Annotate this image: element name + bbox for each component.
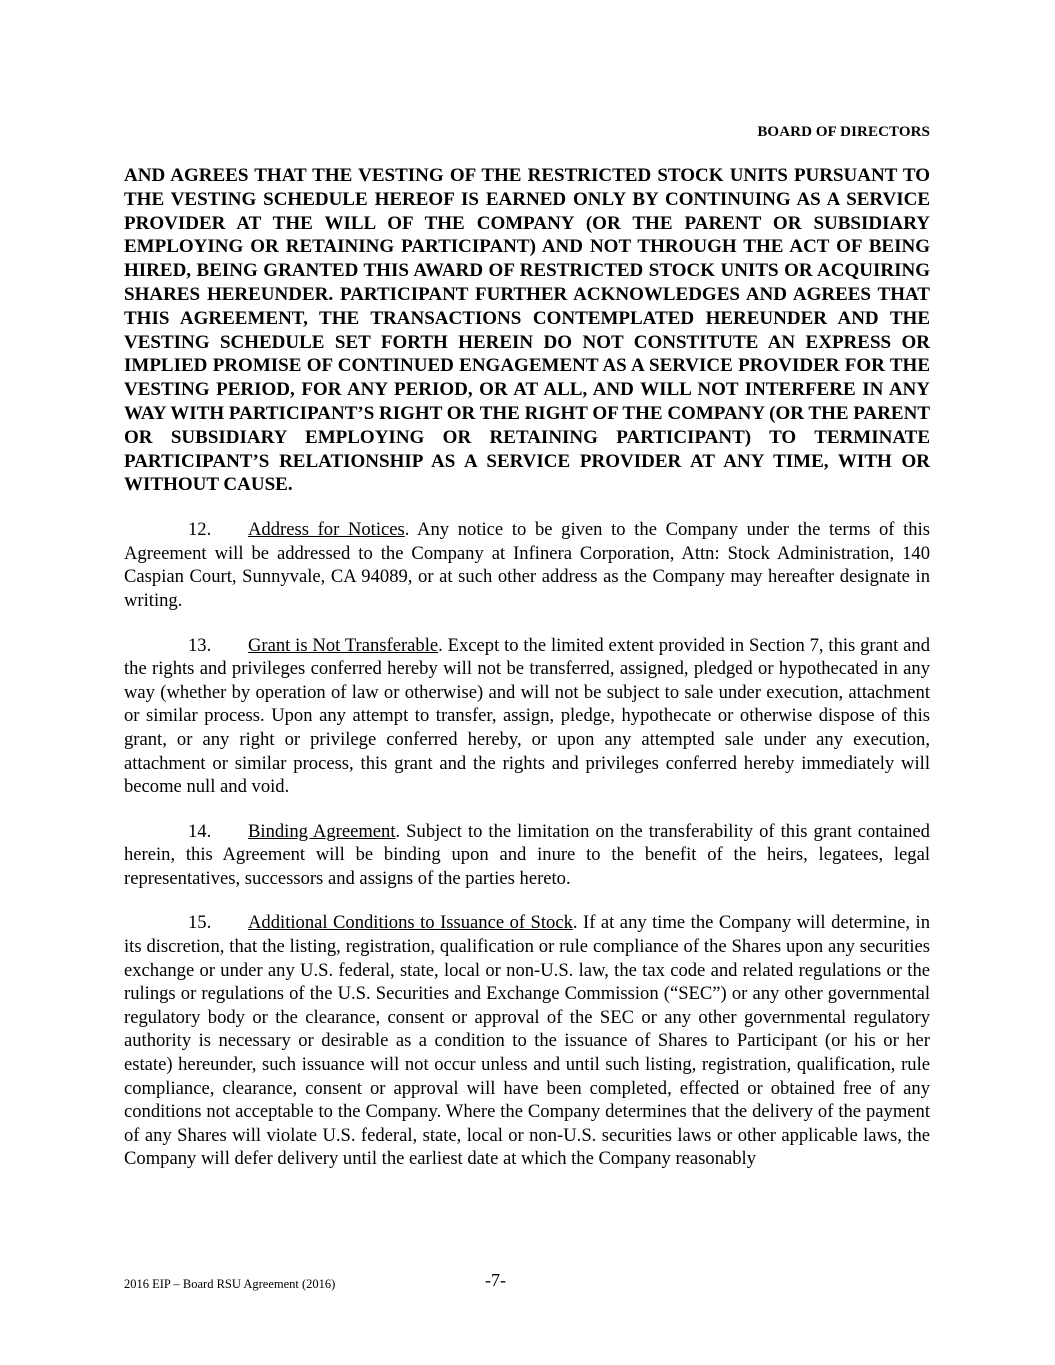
section-number: 14. bbox=[188, 820, 212, 842]
section-12 bbox=[124, 518, 930, 612]
document-body bbox=[124, 164, 930, 1171]
section-text: . Except to the limited extent provided in Section 7, this grant and the rights and privileges conferred hereby will not be transferred, assigned, pledged or hypothecated in any way (whether by operation of law or otherwise) and will not be subject to sale under execution, attachment or similar process. Upon any attempt to transfer, assign, pledge, hypothecate or otherwise dispose of this grant, or any right or privilege conferred hereby, or upon any attempted sale under any execution, attachment or similar process, this grant and the rights and privileges conferred hereby immediately will become null and void. bbox=[124, 634, 931, 798]
section-number: 12. bbox=[188, 519, 212, 541]
section-text: . If at any time the Company will determine, in its discretion, that the listing, registration, qualification or rule compliance of the Shares upon any securities exchange or under any U.S. federal, state, local or non-U.S. law, the tax code and related regulations or the rulings or regulations of the U.S. Securities and Exchange Commission (“SEC”) or any other governmental regulatory body or the clearance, consent or approval of the SEC or any other governmental regulatory authority is necessary or desirable as a condition to the issuance of Shares to Participant (or his or her estate) hereunder, such issuance will not occur unless and until such listing, registration, qualification, rule compliance, clearance, consent or approval will have been completed, effected or obtained free of any conditions not acceptable to the Company. Where the Company determines that the delivery of the payment of any Shares will violate U.S. federal, state, local or non-U.S. securities laws or other applicable laws, the Company will defer delivery until the earliest date at which the Company reasonably bbox=[124, 912, 931, 1170]
section-heading: Additional Conditions to Issuance of Stock bbox=[248, 912, 573, 934]
section-text: . Any notice to be given to the Company under the terms of this Agreement will be addressed to the Company at Infinera Corporation, Attn: Stock Administration, 140 Caspian Court, Sunnyvale, CA 94089, or at such other address as the Company may hereafter designate in writing. bbox=[124, 519, 930, 611]
section-heading: Grant is Not Transferable bbox=[248, 634, 439, 656]
caps-paragraph: AND AGREES THAT THE VESTING OF THE RESTRICTED STOCK UNITS PURSUANT TO THE VESTING SCHEDULE HEREOF IS EARNED ONLY BY CONTINUING AS A SERVICE PROVIDER AT THE WILL OF THE COMPANY (OR THE PARENT OR SUBSIDIARY EMPLOYING OR RETAINING PARTICIPANT) AND NOT THROUGH THE ACT OF BEING HIRED, BEING GRANTED THIS AWARD OF RESTRICTED STOCK UNITS OR ACQUIRING SHARES HEREUNDER. PARTICIPANT FURTHER ACKNOWLEDGES AND AGREES THAT THIS AGREEMENT, THE TRANSACTIONS CONTEMPLATED HEREUNDER AND THE VESTING SCHEDULE SET FORTH HEREIN DO NOT CONSTITUTE AN EXPRESS OR IMPLIED PROMISE OF CONTINUED ENGAGEMENT AS A SERVICE PROVIDER FOR THE VESTING PERIOD, FOR ANY PERIOD, OR AT ALL, AND WILL NOT INTERFERE IN ANY WAY WITH PARTICIPANT’S RIGHT OR THE RIGHT OF THE COMPANY (OR THE PARENT OR SUBSIDIARY EMPLOYING OR RETAINING PARTICIPANT) TO TERMINATE PARTICIPANT’S RELATIONSHIP AS A SERVICE PROVIDER AT ANY TIME, WITH OR WITHOUT CAUSE. bbox=[124, 165, 930, 496]
section-heading: Binding Agreement bbox=[248, 820, 396, 842]
footer-page-number: -7- bbox=[485, 1270, 506, 1290]
section-15 bbox=[124, 911, 930, 1171]
section-number: 13. bbox=[188, 634, 212, 656]
footer-document-label: 2016 EIP – Board RSU Agreement (2016) bbox=[124, 1277, 336, 1291]
section-text: . Subject to the limitation on the transferability of this grant contained herein, this Agreement will be binding upon and inure to the benefit of the heirs, legatees, legal representatives, successors and assigns of the parties hereto. bbox=[124, 820, 930, 889]
section-heading: Address for Notices bbox=[248, 519, 405, 541]
page-header: BOARD OF DIRECTORS bbox=[757, 124, 930, 140]
section-13 bbox=[124, 634, 930, 799]
section-14 bbox=[124, 820, 930, 891]
section-number: 15. bbox=[188, 912, 212, 934]
